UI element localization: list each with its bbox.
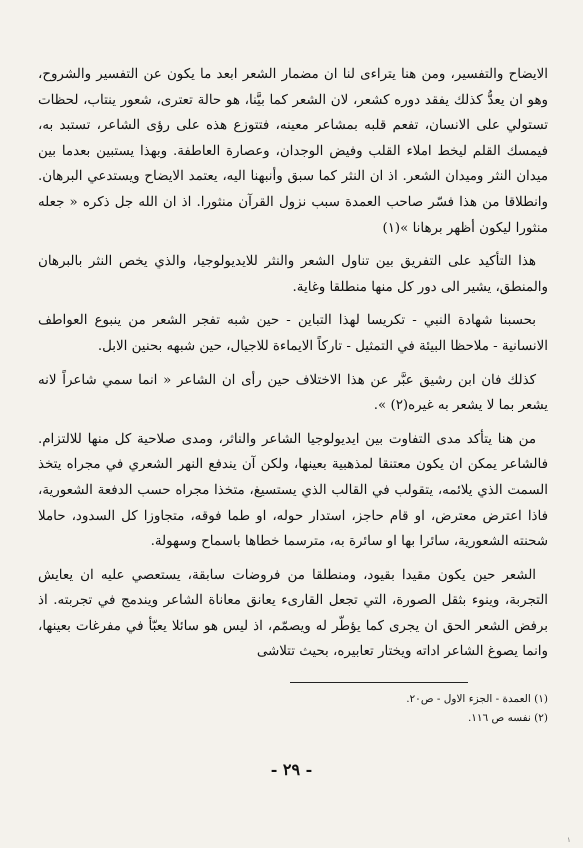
paragraph-6: الشعر حين يكون مقيدا بقيود، ومنطلقا من فروضات سابقة، يستعصي عليه ان يعايش التجربة، وينوء بثقل الصورة، التي تجعل القارىء يعانق معاناة الشاعر ويندمج في تجربته. اذ برفض الشعر الحق ان يجرى كما يؤطّر له ويصمّم، اذ ليس هو سائلا يعبّأ في مفرغات بعينها، وانما يصوغ الشاعر اداته ويختار تعابيره، بحيث تتلاشى bbox=[38, 567, 548, 660]
footnote-rule bbox=[290, 682, 468, 683]
corner-mark: ١ bbox=[567, 836, 571, 844]
page-body bbox=[38, 62, 548, 673]
footnotes bbox=[248, 690, 548, 728]
paragraph-1: الايضاح والتفسير، ومن هنا يتراءى لنا ان مضمار الشعر ابعد ما يكون عن التفسير والشروح، وهو ان يعدُّ كذلك يفقد دوره كشعر، لان الشعر كما بيَّنا، هو حالة تعترى، شعور ينتاب، لحظات تستولي على الانسان، تفعم قلبه بمشاعر معينه، فتتوزع هذه على رؤى الشاعر، تستبد به، فيمسك القلم ليخط املاء القلب وفيض الوجدان، وعصارة العاطفة. وبهذا يستبين بعدما بين ميدان النثر وميدان الشعر. اذ ان النثر كما سبق وأنبهنا اليه، يعتمد الايضاح ويستدعي البرهان. وانطلاقا من هذا فسّر صاحب العمدة سبب نزول القرآن منثورا. اذ ان الله جل ذكره « جعله منثورا ليكون أظهر برهانا »(١) bbox=[38, 67, 548, 236]
paragraph-4: كذلك فان ابن رشيق عبَّر عن هذا الاختلاف حين رأى ان الشاعر « انما سمي شاعراً لانه يشعر بما لا يشعر به غيره(٢) ». bbox=[38, 372, 548, 414]
footnote-1: (١) العمدة - الجزء الاول - ص٢٠. bbox=[406, 693, 548, 705]
paragraph-2: هذا التأكيد على التفريق بين تناول الشعر والنثر للايديولوجيا، والذي يخص النثر بالبرهان والمنطق، يشير الى دور كل منها منطلقا وغاية. bbox=[38, 254, 548, 295]
page-number: - ٢٩ - bbox=[270, 760, 313, 779]
paragraph-3: بحسبنا شهادة النبي - تكريسا لهذا التباين - حين شبه تفجر الشعر من ينبوع العواطف الانسانية - ملاحظا البيئة في التمثيل - تاركاً الايماءة للاجيال، حين شبهه بحنين الابل. bbox=[38, 313, 548, 354]
footnote-2: (٢) نفسه ص ١١٦. bbox=[467, 712, 548, 724]
paragraph-5: من هنا يتأكد مدى التفاوت بين ايديولوجيا الشاعر والناثر، ومدى صلاحية كل منها للالتزام. فالشاعر يمكن ان يكون معتنقا لمذهبية بعينها، ولكن آن يندفع النهر الشعري في مجراه يتخذ السمت الذي يلائمه، يتقولب في القالب الذي يستسيغ، متخذا مجراه حسب الدفعة الشعورية، فاذا اعترض معترض، او قام حاجز، استدار حوله، او طما فوقه، متجاوزا كل السدود، حاملا شحنته الشعورية، سائرا بها او سائرة به، مترسما خطاها باسماح وسهولة. bbox=[38, 431, 548, 550]
